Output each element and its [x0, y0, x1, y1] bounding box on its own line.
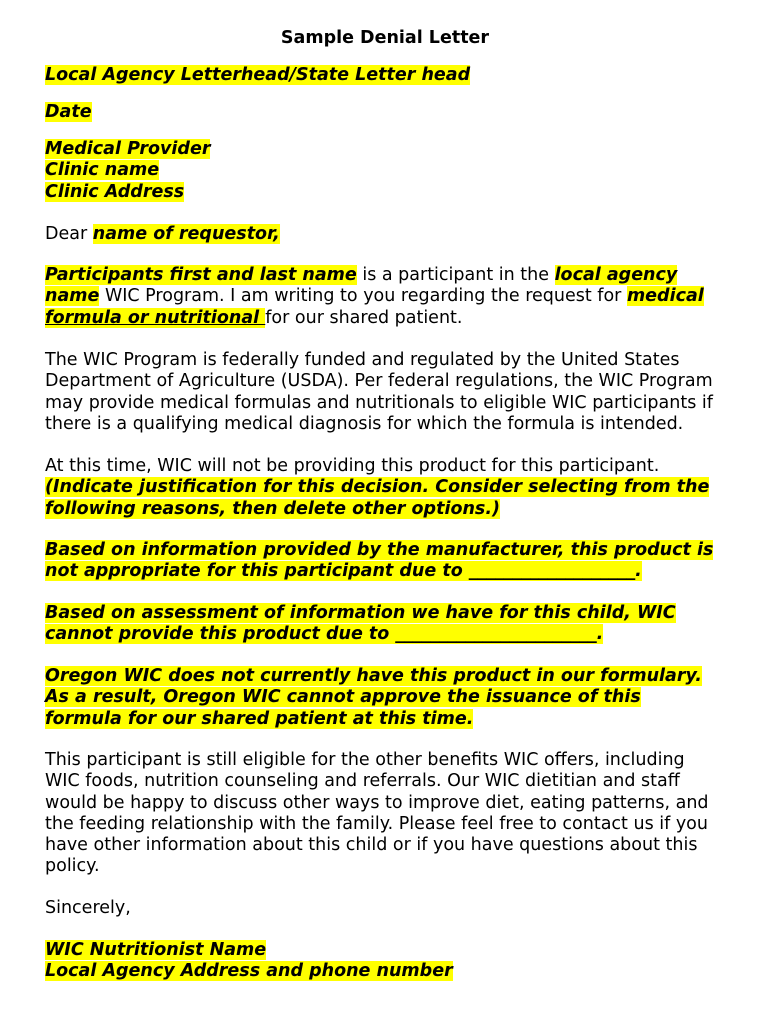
- recipient-provider: Medical Provider: [45, 139, 211, 159]
- reason-line: Oregon WIC does not currently have this product in our formulary.: [45, 666, 702, 686]
- reason-line: As a result, Oregon WIC cannot approve the issuance of this: [45, 687, 641, 708]
- eligibility-line: have other information about this child or if you have questions about this: [45, 835, 698, 856]
- funding-line: may provide medical formulas and nutritionals to eligible WIC participants if: [45, 392, 713, 413]
- signature-block: [45, 940, 735, 983]
- date-text: Date: [45, 102, 92, 122]
- reason-line: Based on information provided by the manufacturer, this product is: [45, 540, 714, 560]
- recipient-block: [45, 139, 735, 203]
- funding-line: The WIC Program is federally funded and regulated by the United States: [45, 350, 680, 370]
- participant-name: Participants first and last name: [45, 265, 357, 285]
- letterhead-text: Local Agency Letterhead/State Letter head: [45, 65, 471, 85]
- reason-assessment: [45, 603, 735, 646]
- agency-name-part-1: local agency: [554, 265, 678, 285]
- letterhead: [45, 65, 735, 86]
- intro-text-2: WIC Program. I am writing to you regarding the request for: [99, 286, 627, 307]
- salutation-prefix: Dear: [45, 224, 93, 244]
- date-field: [45, 102, 735, 123]
- eligibility-paragraph: [45, 750, 735, 878]
- intro-text-3: for our shared patient.: [265, 307, 463, 328]
- intro-text-1: is a participant in the: [356, 265, 555, 285]
- recipient-clinic-address: Clinic Address: [45, 181, 185, 202]
- funding-paragraph: [45, 350, 735, 435]
- document-title: Sample Denial Letter: [280, 28, 490, 48]
- decision-instruction: (Indicate justification for this decision. Consider selecting from the: [45, 477, 710, 498]
- closing-text: Sincerely,: [45, 898, 131, 918]
- eligibility-line: would be happy to discuss other ways to improve diet, eating patterns, and: [45, 792, 709, 813]
- salutation-name: name of requestor,: [92, 224, 280, 244]
- funding-line: Department of Agriculture (USDA). Per federal regulations, the WIC Program: [45, 371, 713, 392]
- funding-line: there is a qualifying medical diagnosis for which the formula is intended.: [45, 413, 684, 434]
- reason-line: not appropriate for this participant due to ___________________.: [45, 561, 642, 582]
- formula-part-2: formula or nutritional: [45, 307, 266, 328]
- decision-paragraph: [45, 456, 735, 520]
- decision-instruction: following reasons, then delete other options.): [45, 498, 500, 519]
- intro-paragraph: [45, 265, 735, 329]
- salutation: [45, 224, 735, 245]
- reason-formulary: [45, 666, 735, 730]
- signature-address: Local Agency Address and phone number: [45, 961, 453, 982]
- closing: [45, 898, 735, 919]
- eligibility-line: policy.: [45, 856, 100, 877]
- signature-name: WIC Nutritionist Name: [45, 940, 267, 960]
- reason-line: cannot provide this product due to _______________________.: [45, 624, 604, 645]
- eligibility-line: WIC foods, nutrition counseling and referrals. Our WIC dietitian and staff: [45, 771, 680, 792]
- decision-statement: At this time, WIC will not be providing this product for this participant.: [45, 456, 660, 476]
- formula-part-1: medical: [626, 286, 704, 307]
- eligibility-line: This participant is still eligible for the other benefits WIC offers, including: [45, 750, 685, 770]
- eligibility-line: the feeding relationship with the family. Please feel free to contact us if you: [45, 813, 708, 834]
- recipient-clinic-name: Clinic name: [45, 160, 160, 181]
- reason-line: formula for our shared patient at this time.: [45, 708, 474, 729]
- reason-manufacturer: [45, 540, 735, 583]
- reason-line: Based on assessment of information we have for this child, WIC: [45, 603, 676, 623]
- agency-name-part-2: name: [45, 286, 100, 307]
